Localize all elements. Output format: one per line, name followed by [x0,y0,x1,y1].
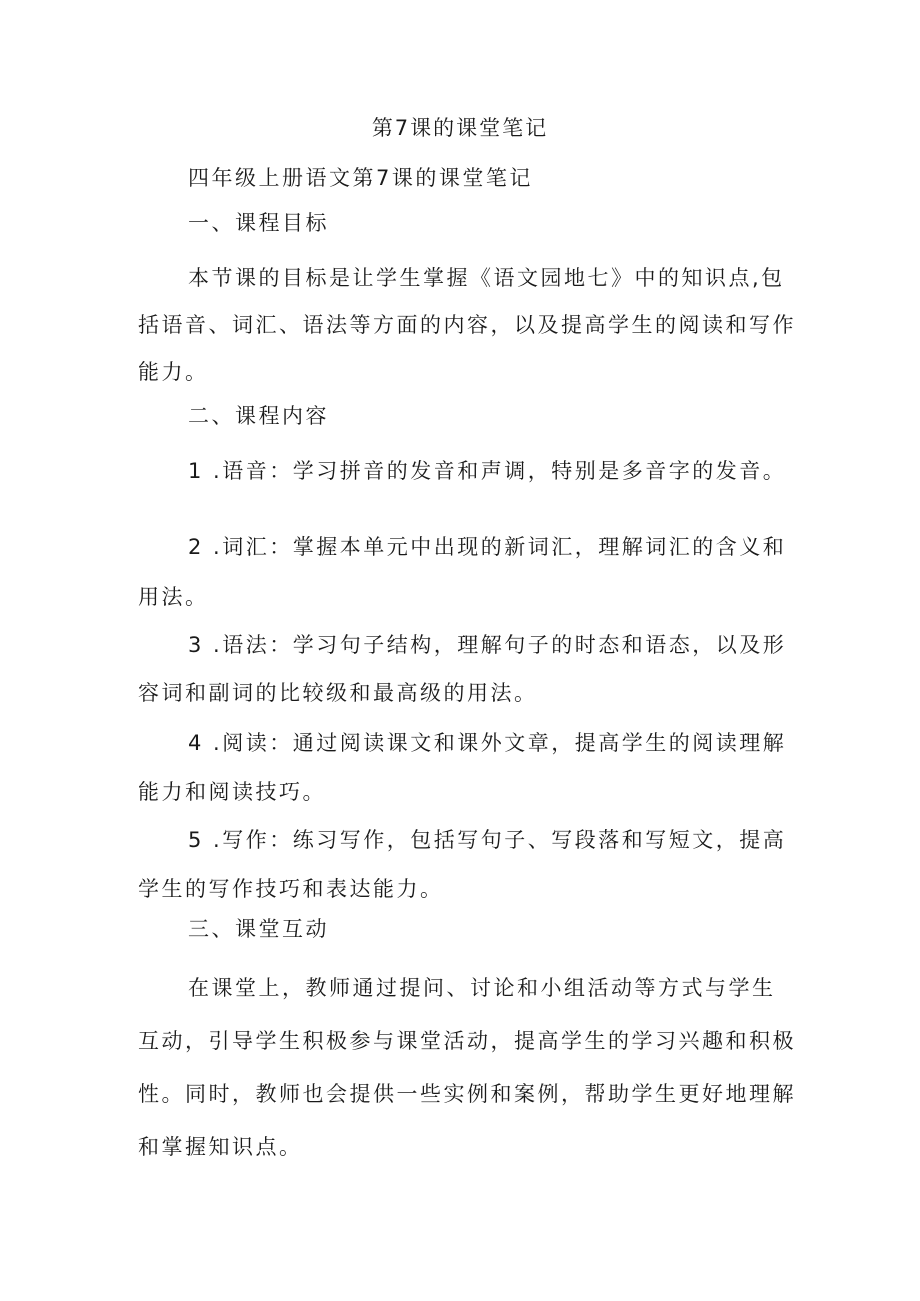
content-item-vocabulary-block [138,522,798,622]
section-interaction-body [138,962,798,1174]
interaction-paragraph: 在课堂上，教师通过提问、讨论和小组活动等方式与学生互动，引导学生积极参与课堂活动，提高学生的学习兴趣和积极性。同时，教师也会提供一些实例和案例，帮助学生更好地理解和掌握知识点。 [138,976,796,1159]
page-title: 第7课的课堂笔记 [371,116,549,140]
content-item-reading: 4 .阅读：通过阅读课文和课外文章，提高学生的阅读理解能力和阅读技巧。 [138,731,787,804]
content-item-writing-block [138,816,798,914]
goals-paragraph: 本节课的目标是让学生掌握《语文园地七》中的知识点,包括语音、词汇、语法等方面的内容，以及提高学生的阅读和写作能力。 [138,266,796,384]
section-goals-body [138,255,798,396]
content-item-grammar-block [138,621,798,717]
content-item-pronunciation: 1 .语音：学习拼音的发音和声调，特别是多音字的发音。 [188,459,787,483]
document-subtitle: 四年级上册语文第7课的课堂笔记 [188,166,533,190]
section-heading-interaction: 三、课堂互动 [188,917,329,941]
content-item-vocabulary: 2 .词汇：掌握本单元中出现的新词汇，理解词汇的含义和用法。 [138,535,787,609]
content-item-writing: 5 .写作：练习写作，包括写句子、写段落和写短文，提高学生的写作技巧和表达能力。 [138,828,787,901]
content-item-grammar: 3 .语法：学习句子结构，理解句子的时态和语态，以及形容词和副词的比较级和最高级的用法。 [138,633,787,705]
section-heading-goals: 一、课程目标 [188,211,329,235]
content-item-reading-block [138,719,798,817]
section-heading-content: 二、课程内容 [188,404,329,428]
